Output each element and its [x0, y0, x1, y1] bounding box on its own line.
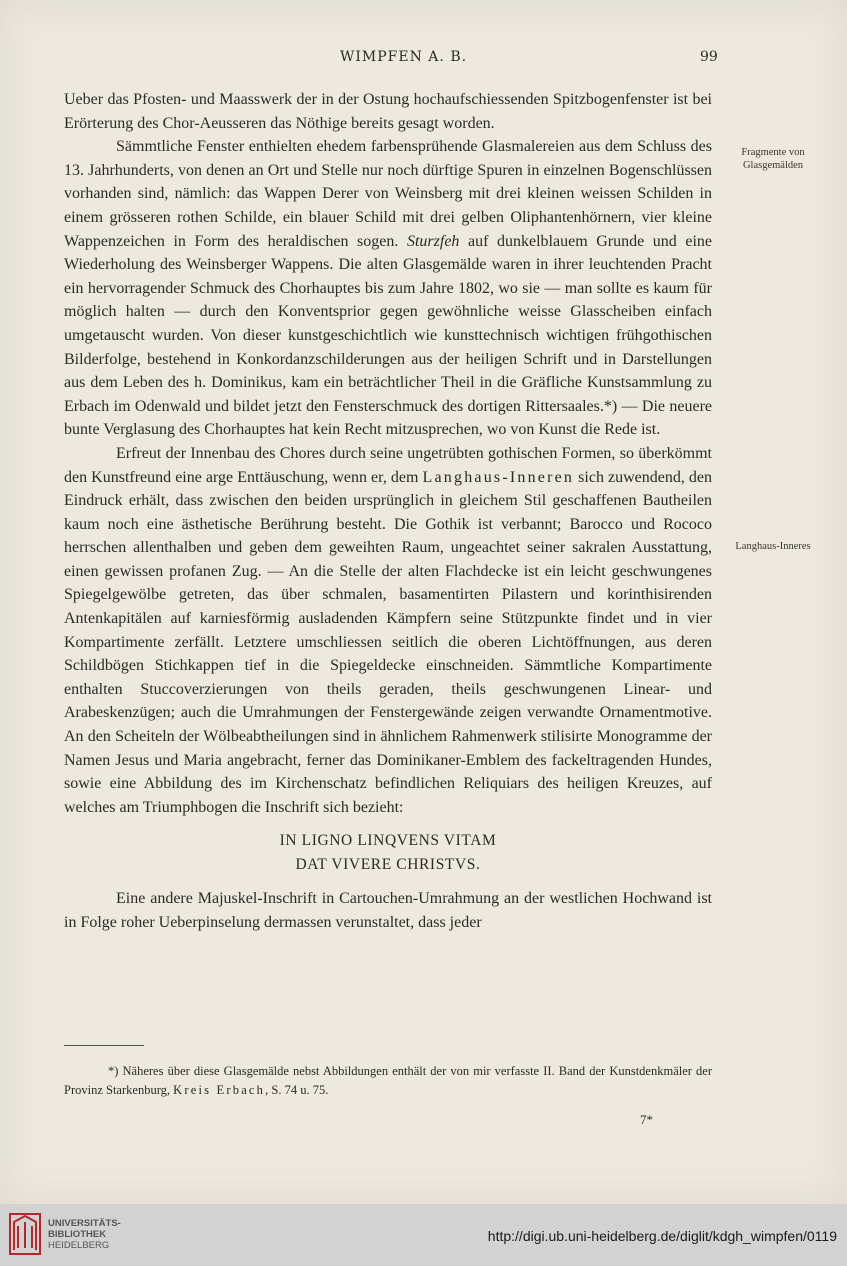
- margin-note-langhaus: Langhaus-Inneres: [735, 541, 811, 552]
- footnote-rule: [64, 1045, 144, 1046]
- body-text: [64, 88, 712, 935]
- paragraph-3-part-a: Erfreut der Innenbau des Chores durch seine ungetrübten gothischen Formen, so überkömmt den Kunstfreund eine arge Enttäuschung, wenn er, dem: [64, 444, 712, 486]
- spaced-term: Langhaus-Inneren: [422, 468, 575, 486]
- paragraph-2: [64, 135, 712, 442]
- paragraph-4: Eine andere Majuskel-Inschrift in Cartouchen-Umrahmung an der westlichen Hochwand ist in Folge roher Ueberpinselung dermassen verunstaltet, dass jeder: [64, 890, 712, 931]
- inscription-line-1: IN LIGNO LINQVENS VITAM: [279, 832, 497, 850]
- running-title: WIMPFEN A. B.: [340, 49, 468, 65]
- footnote: [64, 1062, 712, 1100]
- library-name-line-2: BIBLIOTHEK: [48, 1229, 107, 1240]
- page-number: 99: [700, 49, 718, 65]
- inscription: [64, 829, 712, 877]
- library-name-line-3: HEIDELBERG: [48, 1240, 110, 1251]
- library-name[interactable]: [48, 1218, 121, 1251]
- footnote-spaced: Kreis Erbach: [173, 1083, 266, 1097]
- inscription-line-2: DAT VIVERE CHRISTVS.: [295, 856, 481, 874]
- footnote-part-a: *) Näheres über diese Glasgemälde nebst Abbildungen enthält der von mir verfasste II. Band der Kunstdenkmäler der Provinz Starkenburg,: [64, 1064, 712, 1097]
- signature-mark: 7*: [640, 1112, 653, 1127]
- paragraph-3: [64, 442, 712, 820]
- paragraph-3-part-b: sich zuwendend, den Eindruck erhält, dass zwischen den beiden ursprünglich in gleichem Stil geschaffenen Bautheilen kaum noch eine ästhetische Berührung besteht. Die Gothik ist verbannt; Barocco und Rococo herrschen allenthalben und geben dem geweihten Raum, ungeachtet seiner sakralen Ausstattung, einen gewissen profanen Zug. — An die Stelle der alten Flachdecke ist ein leicht geschwungenes Spiegelgewölbe getreten, das über schmalen, basamentirten Pilastern und korinthisirenden Antenkapitälen auf karniesförmig ausladenden Kämpfern seine Stützpunkte findet und in vier Kompartimente zerfällt. Letztere umschliessen seitlich die oberen Lichtöffnungen, aus deren Schildbögen Stichkappen tief in die Spiegeldecke einschneiden. Sämmtliche Kompartimente enthalten Stuccoverzierungen von theils geraden, theils geschwungenen Linear- und Arabeskenzügen; auch die Umrahmungen der Fenstergewände zeigen verwandte Ornamentmotive. An den Scheiteln der Wölbeabtheilungen sind in ähnlichem Rahmenwerk stilisirte Monogramme der Namen Jesus und Maria angebracht, ferner das Dominikaner-Emblem des fackeltragenden Hundes, sowie eine Abbildung des im Kirchenschatz befindlichen Reliquiars des heiligen Kreuzes, auf welches am Triumphbogen die Inschrift sich bezieht:: [64, 468, 713, 816]
- margin-note-glasgemaelde: Fragmente von Glasgemälden: [741, 147, 805, 171]
- italic-term: Sturzfeh: [406, 232, 460, 250]
- footnote-part-b: , S. 74 u. 75.: [265, 1083, 329, 1097]
- library-logo-icon[interactable]: [8, 1212, 42, 1256]
- paragraph-2-part-a: Sämmtliche Fenster enthielten ehedem farbensprühende Glasmalereien aus dem Schluss des 13. Jahrhunderts, von denen an Ort und Stelle nur noch dürftige Spuren in einzelnen Bogenschlüssen vorhanden sind, nämlich: das Wappen Derer von Weinsberg mit drei kleinen weissen Schilden in einem grösseren rothen Schilde, ein blauer Schild mit drei gelben Oliphantenhörnern, vier kleine Wappenzeichen in Form des heraldischen sogen.: [64, 138, 712, 250]
- footer-bar: [0, 1204, 847, 1266]
- paragraph-1: Ueber das Pfosten- und Maasswerk der in der Ostung hochaufschiessenden Spitzbogenfenster ist bei Erörterung des Chor-Aeusseren das Nöthige bereits gesagt worden.: [64, 91, 712, 132]
- paragraph-2-part-b: auf dunkelblauem Grunde und eine Wiederholung des Weinsberger Wappens. Die alten Glasgemälde waren in ihrer leuchtenden Pracht ein hervorragender Schmuck des Chorhauptes bis zum Jahre 1802, wo sie — man sollte es kaum für möglich halten — durch den Konventsprior gegen gewöhnliche weisse Glasscheiben einfach umgetauscht wurden. Von dieser kunstgeschichtlich wie kunsttechnisch wichtigen frühgothischen Bilderfolge, bestehend in Konkordanzschilderungen aus der heiligen Schrift und in Darstellungen aus dem Leben des h. Dominikus, kam ein beträchtlicher Theil in die Gräfliche Kunstsammlung zu Erbach im Odenwald und bildet jetzt den Fensterschmuck des dortigen Rittersaales.*) — Die neuere bunte Verglasung des Chorhauptes hat kein Recht mitzusprechen, wo von Kunst die Rede ist.: [64, 232, 713, 439]
- library-name-line-1: UNIVERSITÄTS-: [48, 1218, 121, 1229]
- permalink-url[interactable]: http://digi.ub.uni-heidelberg.de/diglit/kdgh_wimpfen/0119: [487, 1228, 837, 1244]
